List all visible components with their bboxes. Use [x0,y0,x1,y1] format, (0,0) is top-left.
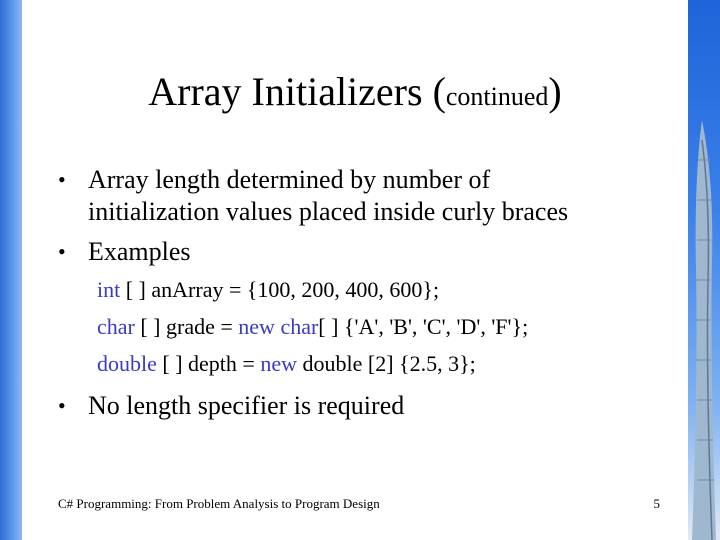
code-keyword: double [97,351,157,376]
bullet-text: Array length determined by number of initialization values placed inside curly braces [88,165,569,226]
code-text: [ ] {'A', 'B', 'C', 'D', 'F'}; [318,314,529,339]
code-keyword: new [238,314,275,339]
bullet-text: No length specifier is required [88,391,405,420]
title-continued: continued [445,82,549,111]
code-text: [ ] depth = [156,351,261,376]
footer-course-title: C# Programming: From Problem Analysis to Program Design [58,496,380,511]
bullet-item [58,236,191,268]
building-image [692,120,716,540]
bullet-text: Examples [88,237,191,266]
code-line [97,277,439,303]
title-main: Array Initializers ( [148,69,446,114]
code-text: double [2] {2.5, 3}; [296,351,476,376]
left-decor-strip [0,0,22,540]
code-keyword: new [260,351,297,376]
code-line [97,314,528,340]
code-keyword: char [280,314,319,339]
page-number: 5 [653,496,660,511]
bullet-dot: • [58,167,66,192]
code-keyword: char [97,314,135,339]
code-text: [ ] anArray = {100, 200, 400, 600}; [120,277,440,302]
slide-title [22,68,688,115]
bullet-dot: • [58,393,66,418]
right-decor-strip [688,0,720,540]
code-line [97,351,476,377]
bullet-item [58,390,404,422]
title-close-paren: ) [548,69,562,114]
bullet-dot: • [58,239,66,264]
code-keyword: int [97,277,121,302]
bullet-item [58,164,618,228]
code-text: [ ] grade = [134,314,239,339]
